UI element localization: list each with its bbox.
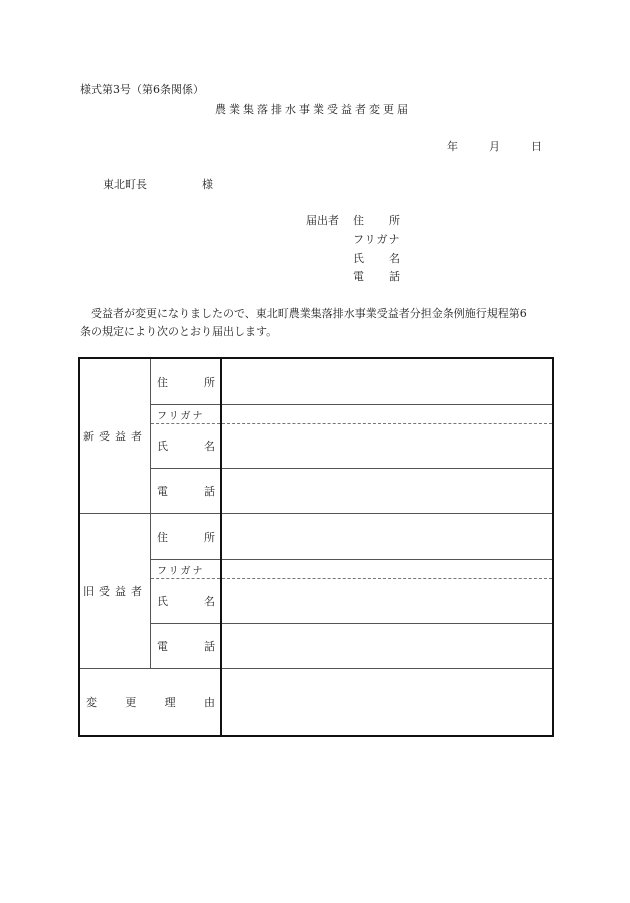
date-year: 年 [447,140,458,153]
applicant-name-label: 氏 名 [353,252,400,265]
new-beneficiary-label: 新受益者 [79,358,151,514]
old-name-label: 氏 名 [151,579,222,624]
date-line [447,138,542,154]
applicant-furigana-label: フリガナ [353,233,401,246]
applicant-label: 届出者 [306,214,339,227]
new-address-field[interactable] [221,358,553,405]
new-phone-label: 電 話 [151,469,222,514]
applicant-phone-label: 電 話 [353,270,400,283]
old-name-field[interactable] [221,579,553,624]
old-phone-field[interactable] [221,624,553,669]
old-furigana-label: フリガナ [151,560,222,579]
body-text-line2: 条の規定により次のとおり届出します。 [80,325,278,338]
new-phone-field[interactable] [221,469,553,514]
old-furigana-field[interactable] [221,560,553,579]
old-address-label: 住 所 [151,514,222,560]
body-text-line1: 受益者が変更になりましたので、東北町農業集落排水事業受益者分担金条例施行規程第6 [91,307,527,320]
old-beneficiary-label: 旧受益者 [79,514,151,669]
new-name-label: 氏 名 [151,424,222,469]
old-phone-label: 電 話 [151,624,222,669]
date-month: 月 [489,140,500,153]
new-furigana-field[interactable] [221,405,553,424]
new-address-label: 住 所 [151,358,222,405]
new-name-field[interactable] [221,424,553,469]
addressee-name: 東北町長 [103,178,147,191]
date-day: 日 [531,140,542,153]
addressee-honorific: 様 [202,178,213,191]
change-notification-table [78,357,554,737]
form-number: 様式第3号（第6条関係） [80,83,204,96]
new-furigana-label: フリガナ [151,405,222,424]
applicant-address-label: 住 所 [353,214,400,227]
change-reason-field[interactable] [221,669,553,737]
old-address-field[interactable] [221,514,553,560]
form-title: 農業集落排水事業受益者変更届 [215,103,411,116]
addressee [103,176,213,192]
change-reason-label: 変 更 理 由 [79,669,221,737]
